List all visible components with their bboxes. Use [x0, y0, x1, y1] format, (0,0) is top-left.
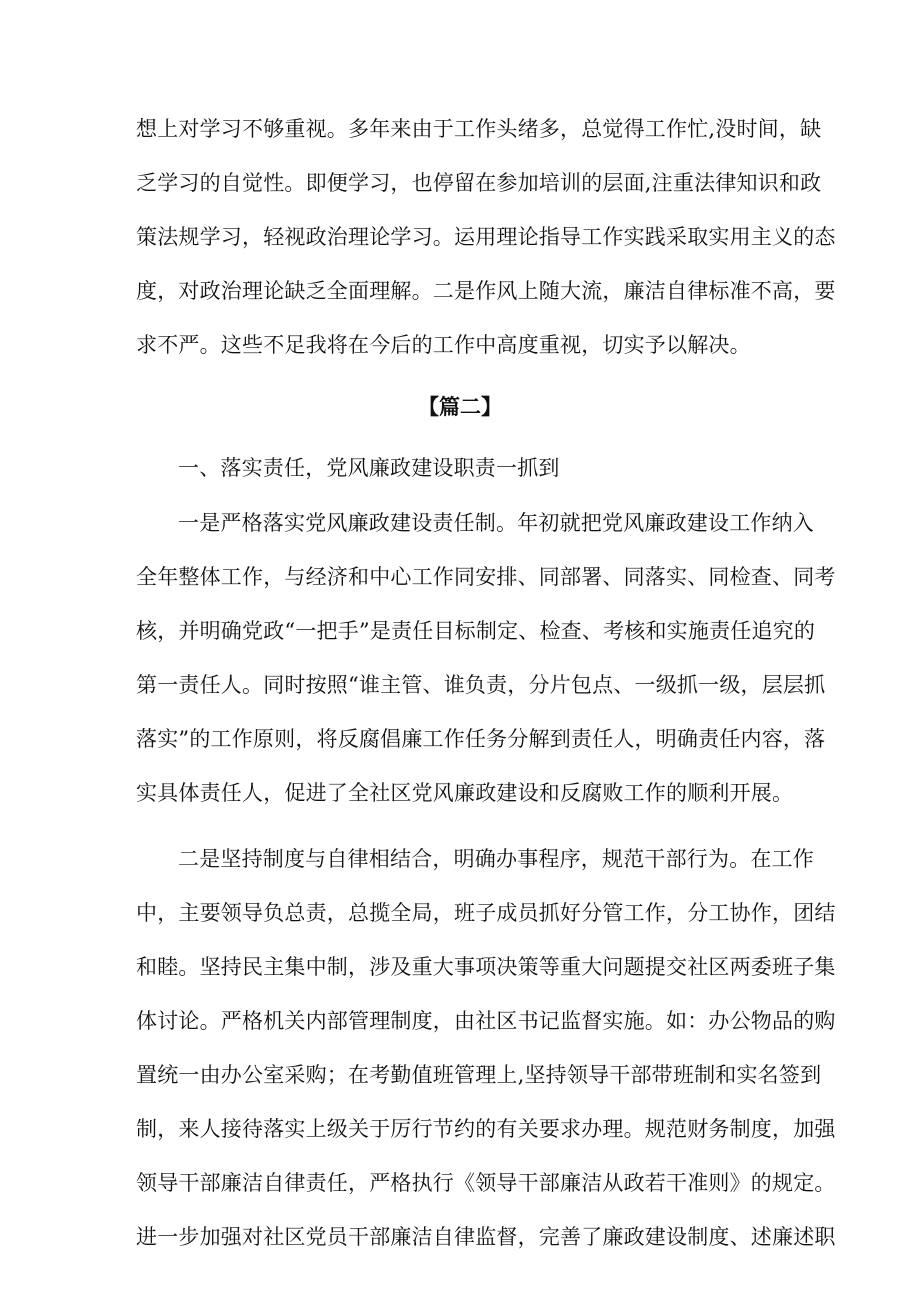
- paragraph-2-line-2: 全年整体工作，与经济和中心工作同安排、同部署、同落实、同检查、同考: [136, 565, 836, 589]
- paragraph-3-line-1: 二是坚持制度与自律相结合，明确办事程序，规范干部行为。在工作: [178, 847, 814, 871]
- paragraph-2-line-5: 落实”的工作原则，将反腐倡廉工作任务分解到责任人，明确责任内容，落: [136, 727, 826, 751]
- paragraph-3-line-2: 中，主要领导负总责，总揽全局，班子成员抓好分管工作，分工协作，团结: [136, 901, 836, 925]
- paragraph-3-line-3: 和睦。坚持民主集中制，涉及重大事项决策等重大问题提交社区两委班子集: [136, 955, 836, 979]
- paragraph-3-line-5: 置统一由办公室采购；在考勤值班管理上,坚持领导干部带班制和实名签到: [136, 1063, 822, 1087]
- paragraph-2-line-3: 核，并明确党政“一把手”是责任目标制定、检查、考核和实施责任追究的: [136, 619, 816, 643]
- paragraph-1-line-1: 想上对学习不够重视。多年来由于工作头绪多，总觉得工作忙,没时间，缺: [136, 117, 822, 141]
- paragraph-3-line-4: 体讨论。严格机关内部管理制度，由社区书记监督实施。如：办公物品的购: [136, 1009, 836, 1033]
- paragraph-2-line-4: 第一责任人。同时按照“谁主管、谁负责，分片包点、一级抓一级，层层抓: [136, 673, 826, 697]
- subheading: 一、落实责任，党风廉政建设职责一抓到: [178, 456, 560, 480]
- paragraph-2-line-1: 一是严格落实党风廉政建设责任制。年初就把党风廉政建设工作纳入: [178, 511, 814, 535]
- paragraph-2-line-6: 实具体责任人，促进了全社区党风廉政建设和反腐败工作的顺利开展。: [136, 781, 794, 805]
- paragraph-1-line-2: 乏学习的自觉性。即便学习，也停留在参加培训的层面,注重法律知识和政: [136, 171, 822, 195]
- paragraph-1-line-3: 策法规学习，轻视政治理论学习。运用理论指导工作实践采取实用主义的态: [136, 225, 836, 249]
- paragraph-3-line-7: 领导干部廉洁自律责任，严格执行《领导干部廉洁从政若干准则》的规定。: [136, 1171, 836, 1195]
- paragraph-1-line-4: 度，对政治理论缺乏全面理解。二是作风上随大流，廉洁自律标准不高，要: [136, 279, 836, 303]
- paragraph-3-line-6: 制，来人接待落实上级关于厉行节约的有关要求办理。规范财务制度，加强: [136, 1117, 836, 1141]
- paragraph-3-line-8: 进一步加强对社区党员干部廉洁自律监督，完善了廉政建设制度、述廉述职: [136, 1225, 836, 1249]
- paragraph-1-line-5: 求不严。这些不足我将在今后的工作中高度重视，切实予以解决。: [136, 333, 751, 357]
- section-heading: 【篇二】: [418, 394, 502, 419]
